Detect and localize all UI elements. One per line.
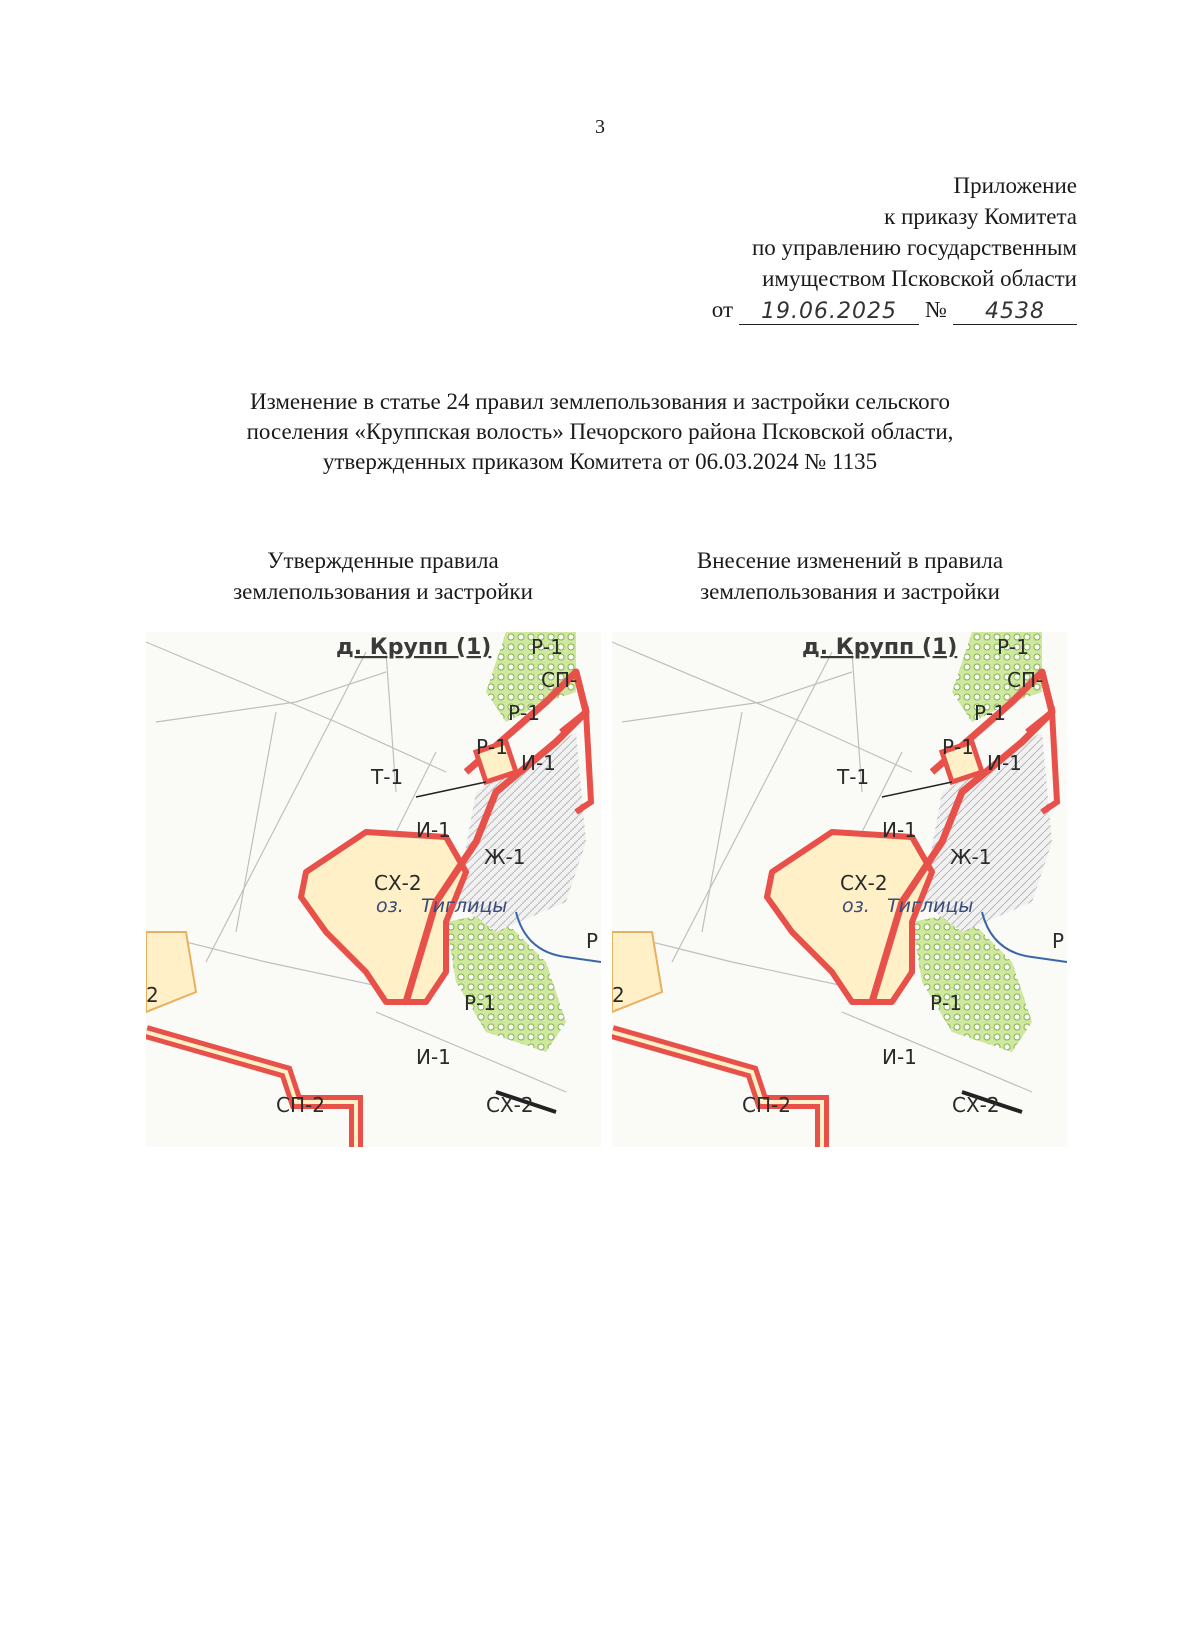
date-number-line bbox=[712, 294, 1077, 325]
label-skh-bottom: СХ-2 bbox=[952, 1093, 1000, 1117]
right-column-heading bbox=[630, 545, 1070, 607]
label-i1-mid: И-1 bbox=[882, 818, 917, 842]
label-r1-small: Р-1 bbox=[476, 735, 509, 759]
document-title bbox=[0, 387, 1200, 477]
label-village: д. Крупп (1) bbox=[802, 635, 958, 660]
appendix-line: к приказу Комитета bbox=[884, 204, 1077, 229]
number-prefix: № bbox=[925, 297, 947, 322]
map-proposed-changes bbox=[612, 632, 1067, 1147]
label-i1-top: И-1 bbox=[987, 751, 1022, 775]
zone-r1-bottom bbox=[446, 912, 566, 1052]
label-lake-name: Тиглицы bbox=[887, 895, 974, 917]
appendix-line: имуществом Псковской области bbox=[762, 266, 1077, 291]
label-r1-top: Р-1 bbox=[531, 635, 564, 659]
map-graphic bbox=[612, 632, 1067, 1147]
label-r1-bottom: Р-1 bbox=[930, 991, 963, 1015]
label-edge-2: 2 bbox=[612, 983, 625, 1007]
label-t1: Т-1 bbox=[371, 765, 404, 789]
label-skh2: СХ-2 bbox=[840, 871, 888, 895]
label-edge-r: Р bbox=[1052, 929, 1065, 953]
label-skh2: СХ-2 bbox=[374, 871, 422, 895]
label-i1-top: И-1 bbox=[521, 751, 556, 775]
appendix-line: Приложение bbox=[953, 173, 1077, 198]
label-t1: Т-1 bbox=[837, 765, 870, 789]
zone-skh2 bbox=[767, 832, 932, 1002]
label-zh1: Ж-1 bbox=[950, 845, 992, 869]
label-i1-bottom: И-1 bbox=[882, 1045, 917, 1069]
band-sp2-inner bbox=[146, 1032, 356, 1147]
label-sp2: СП-2 bbox=[742, 1093, 791, 1117]
label-r1-small: Р-1 bbox=[942, 735, 975, 759]
title-line: Изменение в статье 24 правил землепользования и застройки сельского bbox=[250, 389, 950, 414]
label-r1-mid: Р-1 bbox=[508, 701, 541, 725]
label-lake-prefix: оз. bbox=[376, 895, 404, 917]
heading-line: землепользования и застройки bbox=[233, 579, 533, 604]
appendix-block bbox=[712, 170, 1077, 325]
label-edge-2: 2 bbox=[146, 983, 159, 1007]
page-number: 3 bbox=[595, 116, 605, 138]
title-line: поселения «Круппская волость» Печорского района Псковской области, bbox=[246, 419, 954, 444]
label-sp: СП- bbox=[541, 668, 578, 692]
label-zh1: Ж-1 bbox=[484, 845, 526, 869]
label-village: д. Крупп (1) bbox=[336, 635, 492, 660]
heading-line: Утвержденные правила bbox=[267, 548, 499, 573]
band-sp2 bbox=[146, 1032, 356, 1147]
label-i1-mid: И-1 bbox=[416, 818, 451, 842]
label-lake-name: Тиглицы bbox=[421, 895, 508, 917]
left-column-heading bbox=[163, 545, 603, 607]
date-prefix: от bbox=[711, 297, 734, 322]
label-sp: СП- bbox=[1007, 668, 1044, 692]
label-r1-top: Р-1 bbox=[997, 635, 1030, 659]
date-value: 19.06.2025 bbox=[739, 300, 919, 325]
map-graphic bbox=[146, 632, 601, 1147]
map-approved-rules bbox=[146, 632, 601, 1147]
zone-r1-bottom bbox=[912, 912, 1032, 1052]
number-value: 4538 bbox=[953, 300, 1077, 325]
band-sp2 bbox=[612, 1032, 822, 1147]
label-edge-r: Р bbox=[586, 929, 599, 953]
label-lake-prefix: оз. bbox=[842, 895, 870, 917]
title-line: утвержденных приказом Комитета от 06.03.2024 № 1135 bbox=[322, 449, 878, 474]
label-r1-bottom: Р-1 bbox=[464, 991, 497, 1015]
label-skh-bottom: СХ-2 bbox=[486, 1093, 534, 1117]
label-r1-mid: Р-1 bbox=[974, 701, 1007, 725]
band-sp2-inner bbox=[612, 1032, 822, 1147]
heading-line: Внесение изменений в правила bbox=[696, 548, 1004, 573]
appendix-line: по управлению государственным bbox=[752, 235, 1077, 260]
zone-skh2 bbox=[301, 832, 466, 1002]
heading-line: землепользования и застройки bbox=[700, 579, 1000, 604]
label-sp2: СП-2 bbox=[276, 1093, 325, 1117]
label-i1-bottom: И-1 bbox=[416, 1045, 451, 1069]
